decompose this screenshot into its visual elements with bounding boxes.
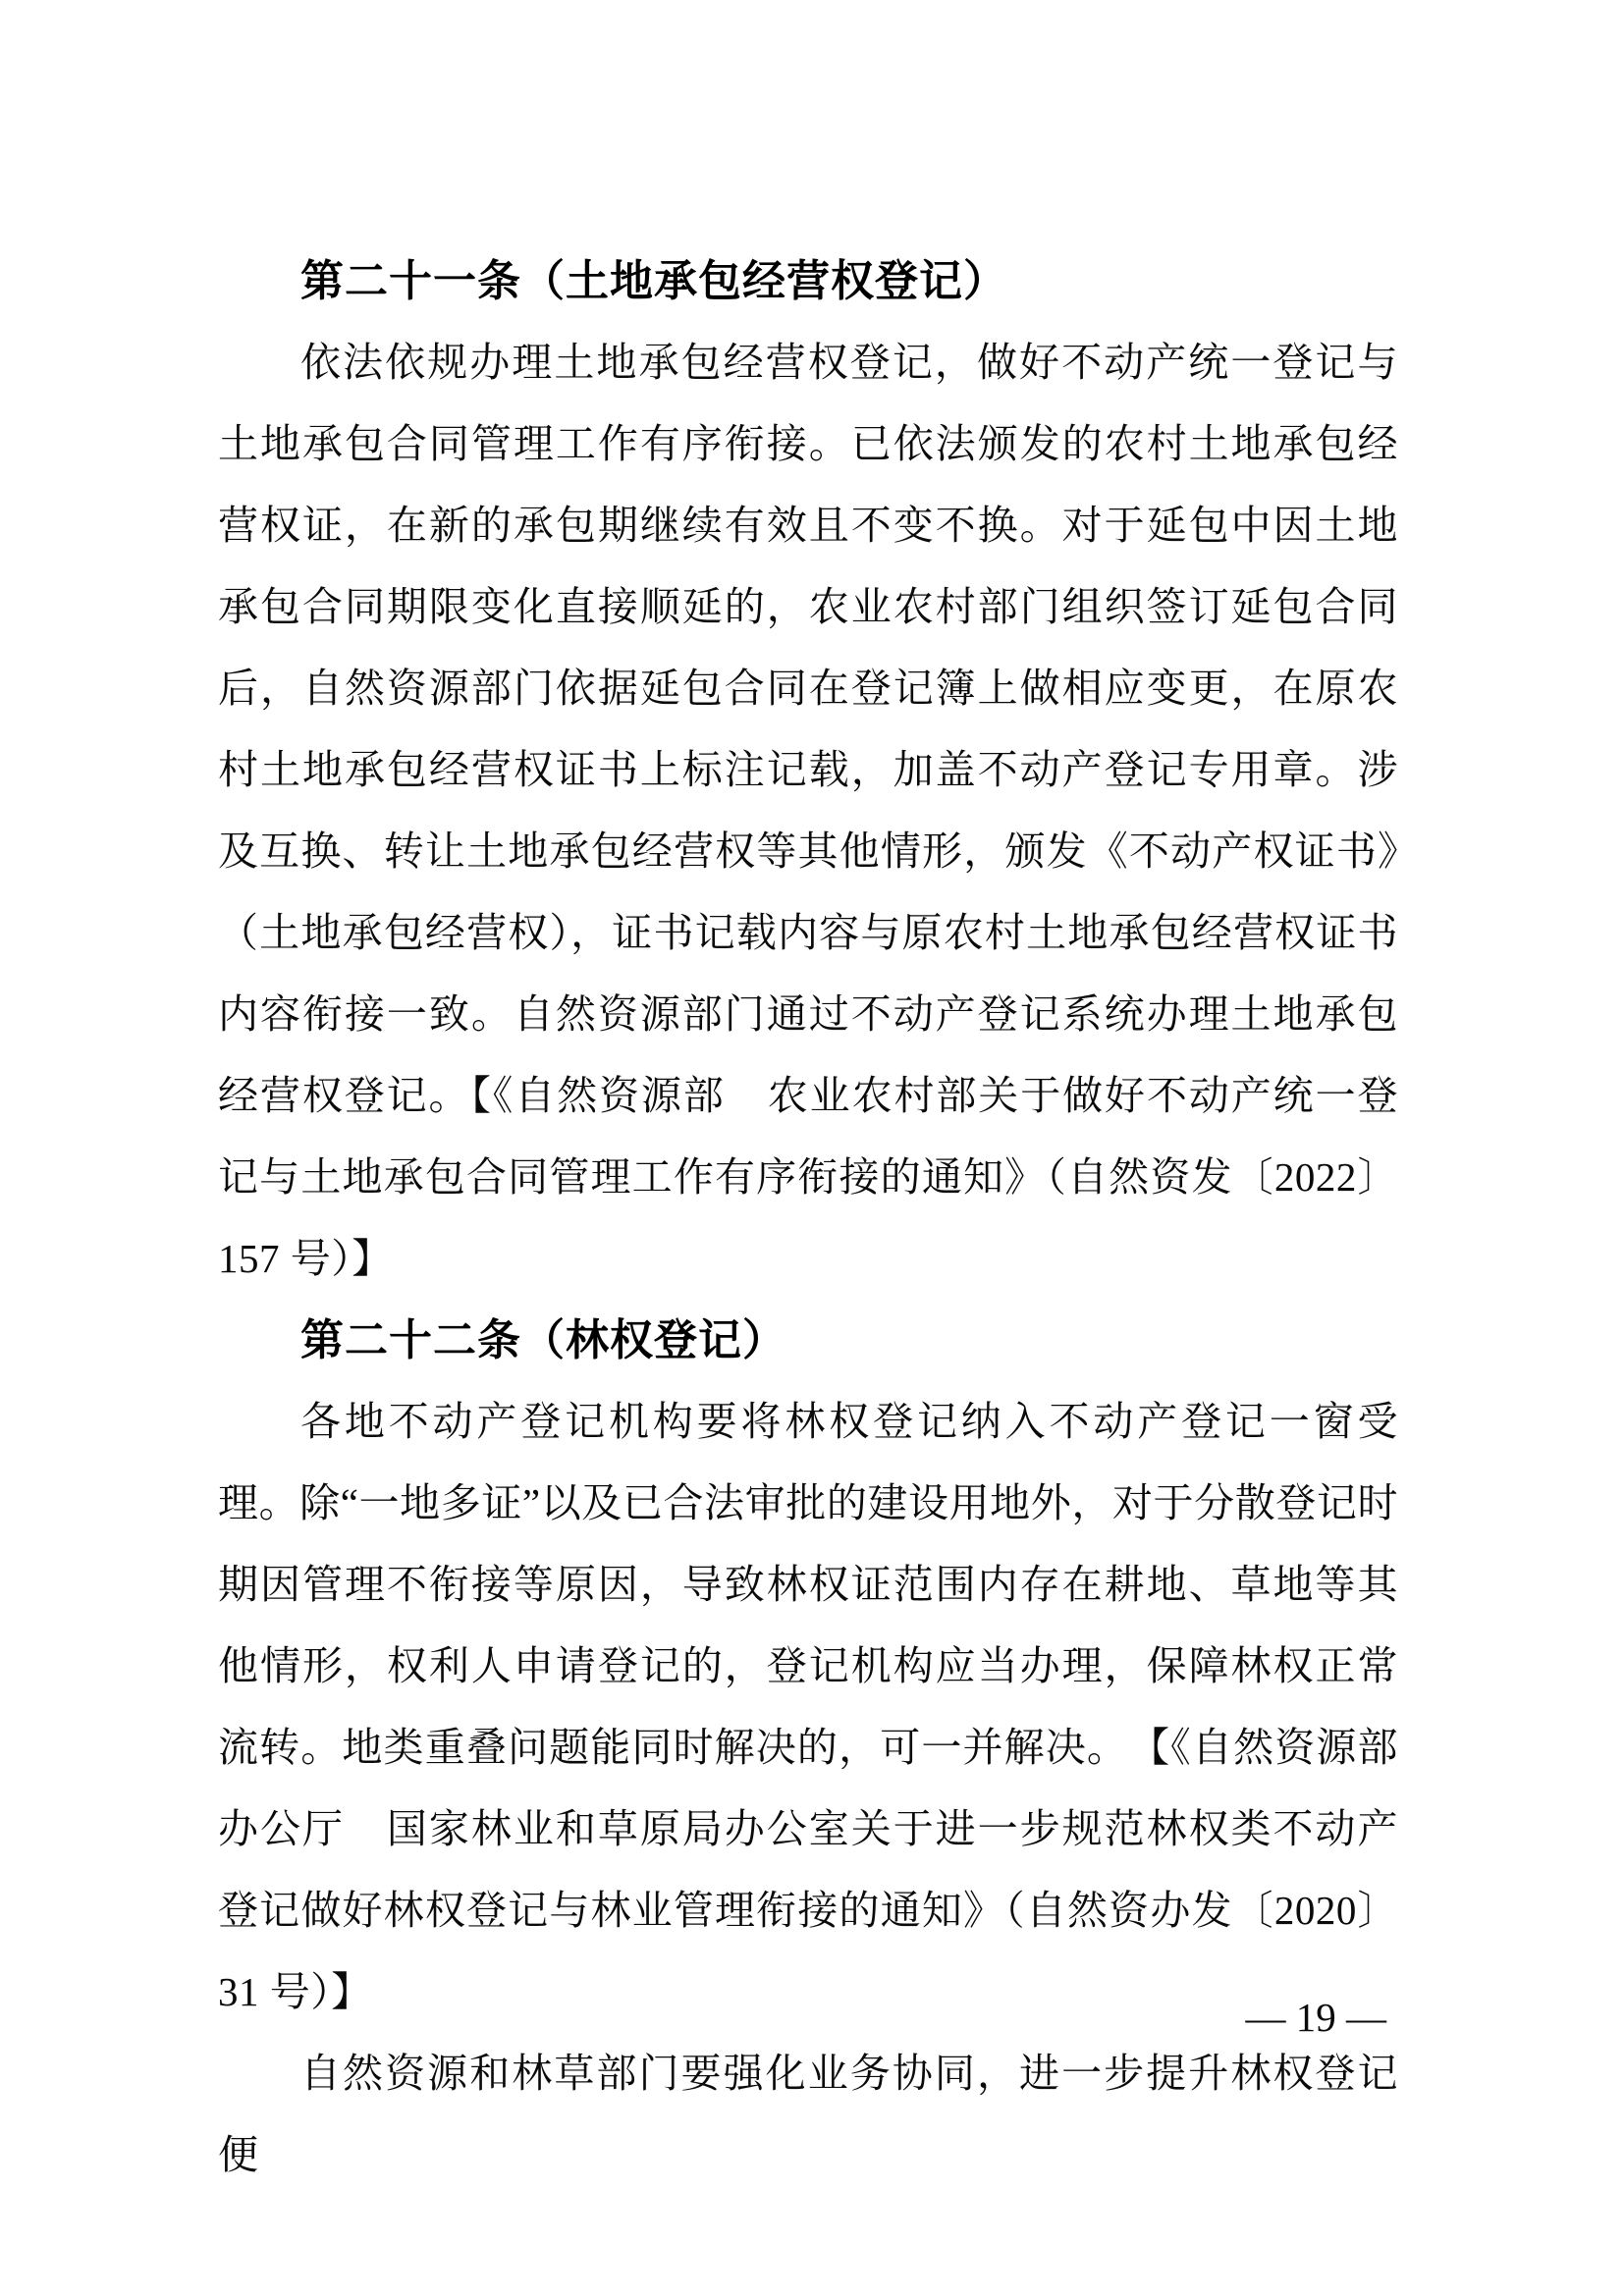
article-22-paragraph-1: 各地不动产登记机构要将林权登记纳入不动产登记一窗受理。除“一地多证”以及已合法审批的建设用地外，对于分散登记时期因管理不衔接等原因，导致林权证范围内存在耕地、草地等其他情形，权利人申请登记的，登记机构应当办理，保障林权正常流转。地类重叠问题能同时解决的，可一并解决。 【《自然资源部办公厅 国家林业和草原局办公室关于进一步规范林权类不动产登记做好林权登记与林业管理衔接的通知》（自然资办发〔2020〕31 号）】 [218,1399,1398,2014]
section-heading-article-21: 第二十一条（土地承包经营权登记） [300,257,1007,305]
page-content [218,240,1398,2196]
article-21-paragraph: 依法依规办理土地承包经营权登记，做好不动产统一登记与土地承包合同管理工作有序衔接。已依法颁发的农村土地承包经营权证，在新的承包期继续有效且不变不换。对于延包中因土地承包合同期限变化直接顺延的，农业农村部门组织签订延包合同后，自然资源部门依据延包合同在登记簿上做相应变更，在原农村土地承包经营权证书上标注记载，加盖不动产登记专用章。涉及互换、转让土地承包经营权等其他情形，颁发《不动产权证书》（土地承包经营权），证书记载内容与原农村土地承包经营权证书内容衔接一致。自然资源部门通过不动产登记系统办理土地承包经营权登记。【《自然资源部 农业农村部关于做好不动产统一登记与土地承包合同管理工作有序衔接的通知》（自然资发〔2022〕157 号）】 [218,340,1398,1281]
article-22-paragraph-2: 自然资源和林草部门要强化业务协同，进一步提升林权登记便 [218,2051,1398,2177]
section-heading-article-22: 第二十二条（林权登记） [300,1316,786,1364]
page-number: — 19 — [1245,1995,1386,2040]
